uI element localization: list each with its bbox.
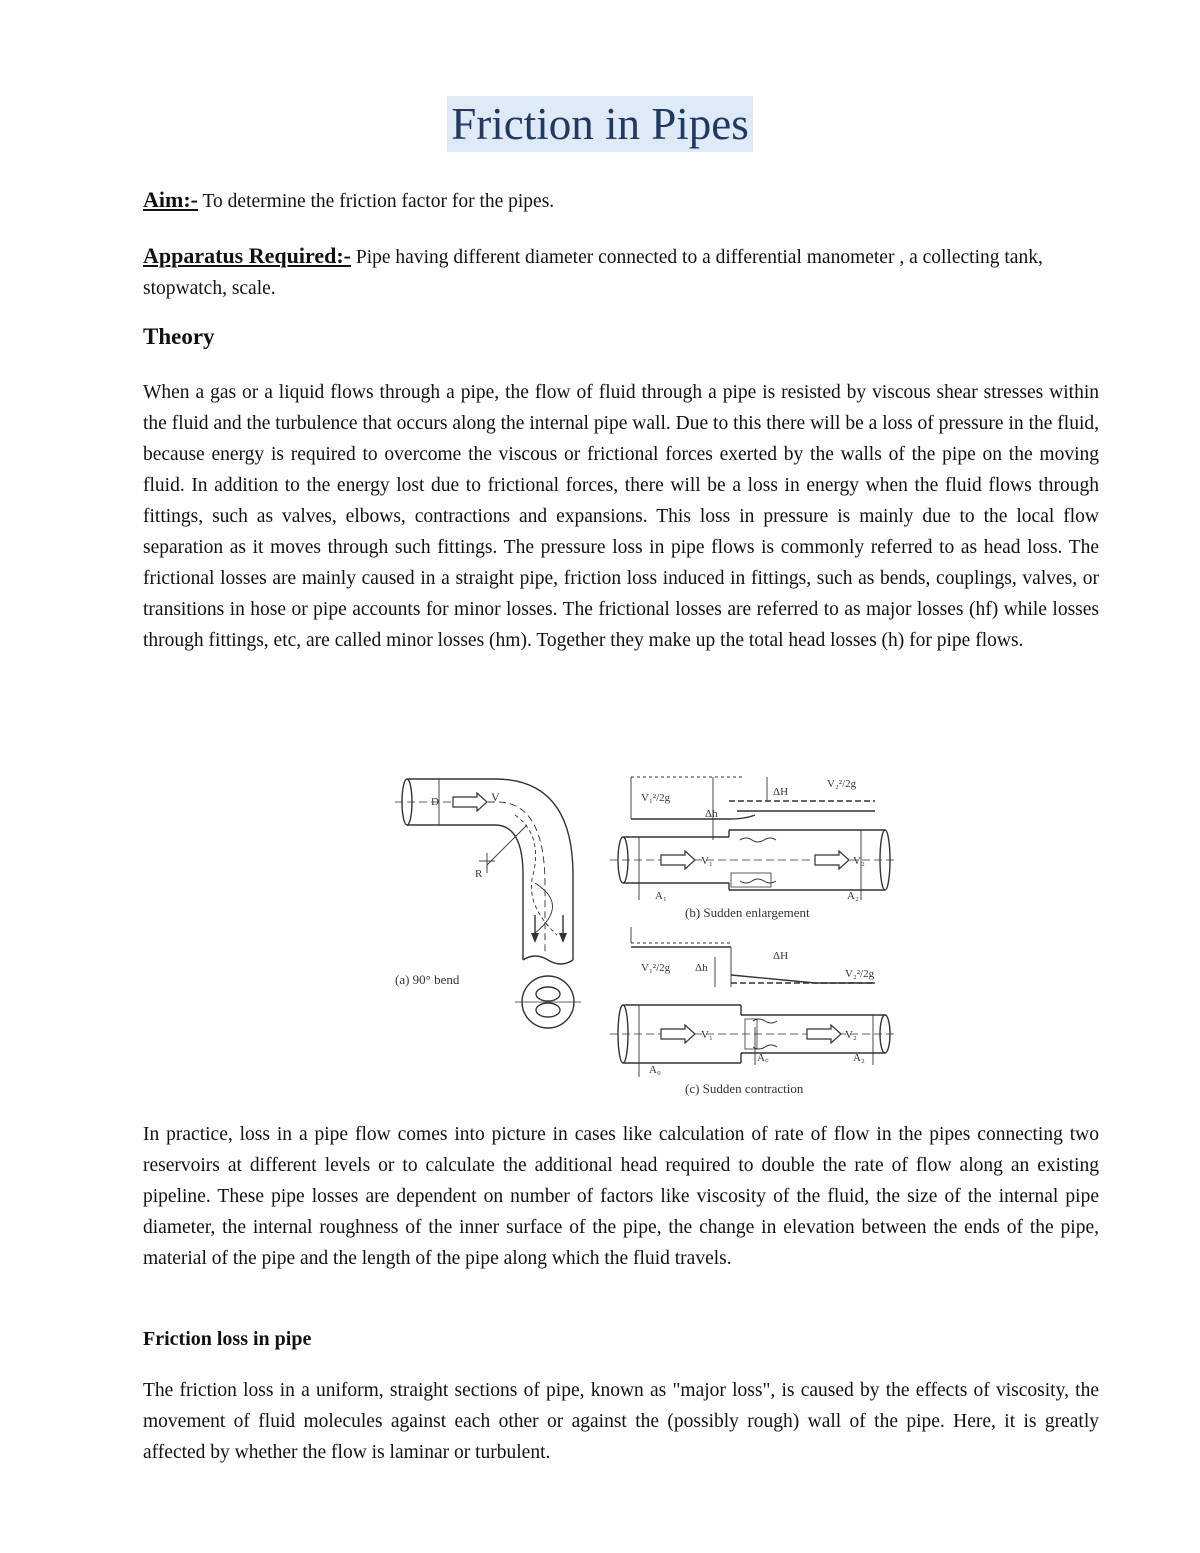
enlargement-a1: A₁ — [655, 890, 667, 902]
apparatus-line — [143, 240, 1099, 304]
bend-label-d: D — [431, 796, 439, 808]
title-container — [0, 96, 1200, 152]
bend-arrows — [453, 793, 567, 943]
enlargement-delta-h: Δh — [705, 808, 718, 820]
contraction-delta-h: Δh — [695, 962, 708, 974]
bend-caption: (a) 90° bend — [395, 972, 460, 987]
bend-label-v: V — [491, 790, 500, 804]
enlargement-v2-head: V₂²/2g — [827, 778, 857, 790]
enlargement-v2: V₂ — [853, 855, 865, 867]
apparatus-text: Pipe having different diameter connected to a differential manometer , a collecting tank, stopwatch, scale. — [143, 247, 1043, 299]
theory-heading: Theory — [143, 324, 215, 349]
aim-label: Aim:- — [143, 187, 198, 212]
enlargement-a2: A₂ — [847, 890, 859, 902]
theory-paragraph: When a gas or a liquid flows through a pipe, the flow of fluid through a pipe is resisted by viscous shear stresses within the fluid and the turbulence that occurs along the internal pipe wall. Due to this there will be a loss of pressure in the fluid, because energy is required to overcome the viscous or frictional forces exerted by the walls of the pipe on the moving fluid. In addition to the energy lost due to frictional forces, there will be a loss in energy when the fluid flows through fittings, such as valves, elbows, contractions and expansions. This loss in pressure is mainly due to the local flow separation as it moves through such fittings. The pressure loss in pipe flows is commonly referred to as head loss. The frictional losses are mainly caused in a straight pipe, friction loss induced in fittings, such as bends, couplings, valves, or transitions in hose or pipe accounts for minor losses. The frictional losses are referred to as major losses (hf) while losses through fittings, etc, are called minor losses (hm). Together they make up the total head losses (h) for pipe flows. — [143, 382, 1099, 651]
enlargement-v1: V₁ — [701, 855, 713, 867]
contraction-a2: A₂ — [853, 1052, 865, 1064]
pipe-losses-figure — [395, 765, 910, 1100]
contraction-arrows — [661, 1025, 841, 1043]
enlargement-delta-h-total: ΔH — [773, 786, 789, 798]
contraction-delta-h-total: ΔH — [773, 950, 789, 962]
bend-label-r: R — [475, 868, 483, 880]
aim-line — [143, 184, 1099, 217]
friction-loss-heading: Friction loss in pipe — [143, 1328, 312, 1350]
contraction-v2: V₂ — [845, 1029, 857, 1041]
friction-loss-paragraph: The friction loss in a uniform, straight sections of pipe, known as "major loss", is caused by the effects of viscosity, the movement of fluid molecules against each other or against the (possibly rough) wall of the pipe. Here, it is greatly affected by whether the flow is laminar or turbulent. — [143, 1380, 1099, 1463]
contraction-ac: A꜀ — [757, 1052, 769, 1064]
enlargement-caption: (b) Sudden enlargement — [685, 905, 810, 920]
contraction-a0: A₀ — [649, 1064, 661, 1076]
contraction-caption: (c) Sudden contraction — [685, 1081, 804, 1096]
contraction-v1: V₁ — [701, 1029, 713, 1041]
aim-text: To determine the friction factor for the pipes. — [197, 191, 555, 212]
contraction-v2-head: V₂²/2g — [845, 968, 875, 980]
bend-diagram — [395, 779, 581, 1028]
apparatus-label: Apparatus Required:- — [143, 243, 352, 268]
page-title: Friction in Pipes — [447, 96, 753, 152]
contraction-v1-head: V₁²/2g — [641, 962, 671, 974]
practice-paragraph: In practice, loss in a pipe flow comes into picture in cases like calculation of rate of flow in the pipes connecting two reservoirs at different levels or to calculate the additional head required to double the rate of flow along an existing pipeline. These pipe losses are dependent on number of factors like viscosity of the fluid, the size of the internal pipe diameter, the internal roughness of the inner surface of the pipe, the change in elevation between the ends of the pipe, material of the pipe and the length of the pipe along which the fluid travels. — [143, 1124, 1099, 1269]
enlargement-v1-head: V₁²/2g — [641, 792, 671, 804]
